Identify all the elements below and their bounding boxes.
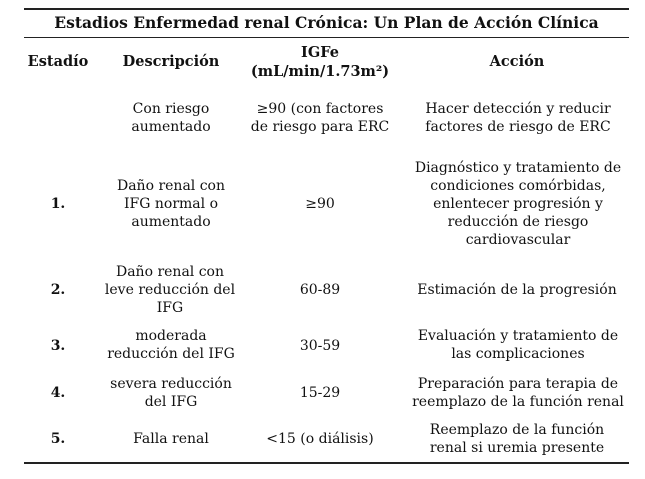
header-description: Descripción: [122, 53, 220, 70]
row-stage: 5.: [50, 431, 66, 447]
row-description: Daño renal con IFG normal o aumentado: [116, 178, 226, 230]
header-action: Acción: [489, 53, 545, 70]
table-title: Estadios Enfermedad renal Crónica: Un Plan de Acción Clínica: [54, 13, 599, 32]
row-gfr: ≥90: [305, 196, 335, 212]
row-action: Preparación para terapia de reemplazo de la función renal: [412, 376, 624, 410]
header-stage: Estadío: [27, 53, 89, 70]
title-rule: [24, 37, 629, 38]
row-gfr: 60-89: [299, 282, 341, 298]
row-description: moderada reducción del IFG: [107, 328, 235, 362]
row-stage: 1.: [50, 196, 66, 212]
row-description: severa reducción del IFG: [110, 376, 232, 410]
row-stage: 3.: [50, 338, 66, 354]
row-description: Con riesgo aumentado: [131, 101, 211, 135]
row-stage: 4.: [50, 385, 66, 401]
row-action: Reemplazo de la función renal si uremia presente: [429, 422, 605, 456]
row-description: Daño renal con leve reducción del IFG: [104, 264, 236, 316]
row-gfr: 30-59: [299, 338, 341, 354]
row-gfr: 15-29: [299, 385, 341, 401]
row-action: Hacer detección y reducir factores de riesgo de ERC: [425, 101, 611, 135]
row-gfr: ≥90 (con factores de riesgo para ERC: [250, 101, 390, 135]
bottom-rule: [24, 462, 629, 464]
row-description: Falla renal: [133, 431, 209, 447]
header-gfr-line1: IGFe: [301, 44, 339, 61]
header-gfr-line2: (mL/min/1.73m²): [250, 63, 390, 80]
row-action: Evaluación y tratamiento de las complicaciones: [417, 328, 619, 362]
row-action: Diagnóstico y tratamiento de condiciones comórbidas, enlentecer progresión y reducción de riesgo cardiovascular: [414, 160, 622, 248]
row-action: Estimación de la progresión: [417, 282, 617, 298]
row-gfr: <15 (o diálisis): [266, 431, 374, 447]
row-stage: 2.: [50, 282, 66, 298]
top-rule: [24, 8, 629, 10]
